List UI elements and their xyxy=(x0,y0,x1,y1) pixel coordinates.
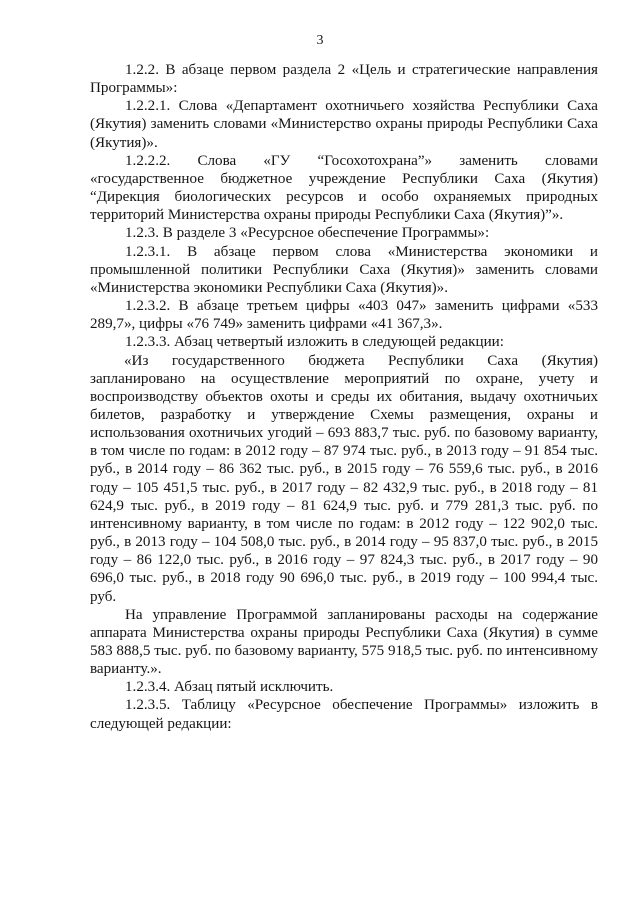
quoted-budget-paragraph: «Из государственного бюджета Республики Саха (Якутия) запланировано на осуществление мероприятий по охране, учету и воспроизводству объектов охоты и среды их обитания, выдачу охотничьих билетов, разработку и утверждение Схемы размещения, охраны и использования охотничьих угодий – 693 883,7 тыс. руб. по базовому варианту, в том числе по годам: в 2012 году – 87 974 тыс. руб., в 2013 году – 91 854 тыс. руб., в 2014 году – 86 362 тыс. руб., в 2015 году – 76 559,6 тыс. руб., в 2016 году – 105 451,5 тыс. руб., в 2017 году – 82 432,9 тыс. руб., в 2018 году – 81 624,9 тыс. руб., в 2019 году – 81 624,9 тыс. руб. и 779 281,3 тыс. руб. по интенсивному варианту, в том числе по годам: в 2012 году – 122 902,0 тыс. руб., в 2013 году – 104 508,0 тыс. руб., в 2014 году – 95 837,0 тыс. руб., в 2015 году – 86 122,0 тыс. руб., в 2016 году – 97 824,3 тыс. руб., в 2017 году – 90 696,0 тыс. руб., в 2018 году 90 696,0 тыс. руб., в 2019 году – 100 994,4 тыс. руб. xyxy=(90,352,598,605)
paragraph-1-2-3-4: 1.2.3.4. Абзац пятый исключить. xyxy=(125,679,334,696)
paragraph-1-2-2: 1.2.2. В абзаце первом раздела 2 «Цель и стратегические направления Программы»: xyxy=(90,62,598,97)
document-body xyxy=(90,61,598,733)
paragraph-1-2-3-2: 1.2.3.2. В абзаце третьем цифры «403 047» заменить цифрами «533 289,7», цифры «76 749» заменить цифрами «41 367,3». xyxy=(90,298,598,333)
paragraph-1-2-2-2: 1.2.2.2. Слова «ГУ “Госохотохрана”» заменить словами «государственное бюджетное учреждение Республики Саха (Якутия) “Дирекция биологических ресурсов и особо охраняемых природных территорий Министерства охраны природы Республики Саха (Якутия)”». xyxy=(90,152,598,224)
management-expenses-paragraph: На управление Программой запланированы расходы на содержание аппарата Министерства охраны природы Республики Саха (Якутия) в сумме 583 888,5 тыс. руб. по базовому варианту, 575 918,5 тыс. руб. по интенсивному варианту.». xyxy=(90,606,598,678)
page-number: 3 xyxy=(316,33,324,48)
paragraph-1-2-3: 1.2.3. В разделе 3 «Ресурсное обеспечение Программы»: xyxy=(125,225,490,242)
paragraph-1-2-3-3: 1.2.3.3. Абзац четвертый изложить в следующей редакции: xyxy=(125,334,504,351)
paragraph-1-2-3-5: 1.2.3.5. Таблицу «Ресурсное обеспечение Программы» изложить в следующей редакции: xyxy=(90,697,598,732)
paragraph-1-2-2-1: 1.2.2.1. Слова «Департамент охотничьего хозяйства Республики Саха (Якутия) заменить словами «Министерство охраны природы Республики Саха (Якутия)». xyxy=(90,98,598,151)
paragraph-1-2-3-1: 1.2.3.1. В абзаце первом слова «Министерства экономики и промышленной политики Республики Саха (Якутия)» заменить словами «Министерства экономики Республики Саха (Якутия)». xyxy=(90,243,598,296)
